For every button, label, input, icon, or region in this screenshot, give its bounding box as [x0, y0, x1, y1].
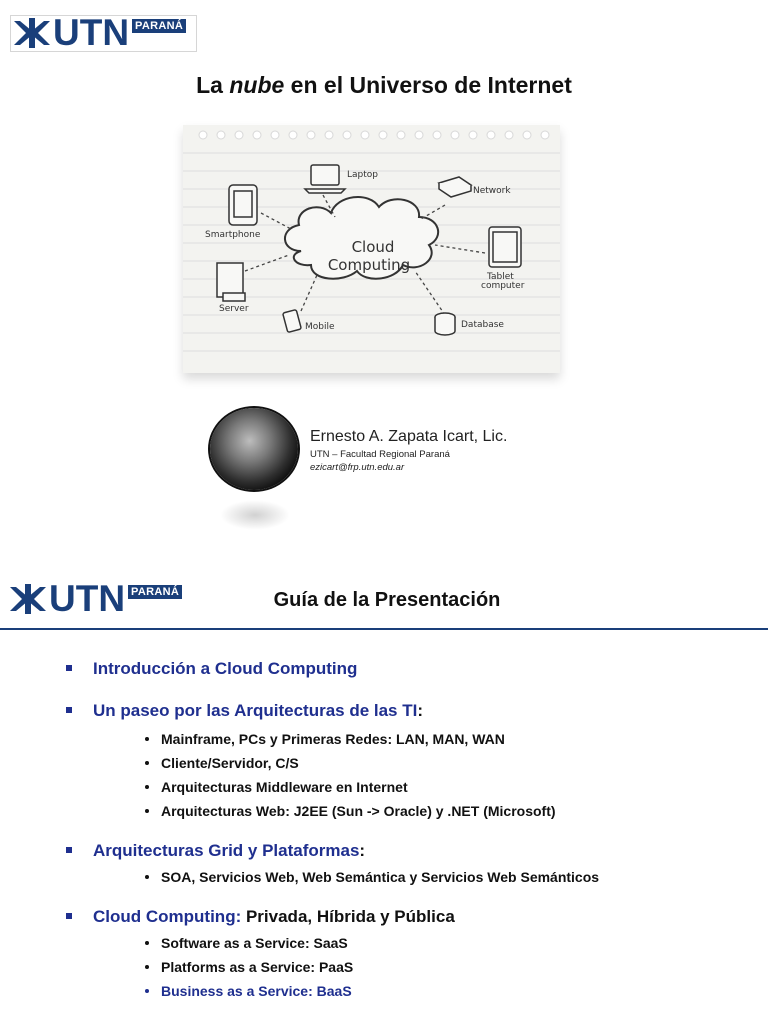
agenda-subitem: SOA, Servicios Web, Web Semántica y Servicios Web Semánticos	[0, 865, 768, 889]
parana-badge: PARANÁ	[132, 19, 186, 33]
tablet-icon	[489, 227, 521, 267]
cloud-label-1: Cloud	[351, 238, 395, 256]
agenda-slide	[0, 562, 768, 1024]
slide-title: Guía de la Presentación	[273, 589, 501, 611]
smartphone-label: Smartphone	[205, 230, 261, 240]
tablet-label-1: Tablet	[487, 272, 514, 282]
smartphone-icon	[229, 185, 257, 225]
server-label: Server	[219, 304, 249, 314]
agenda-subitem: Arquitecturas Middleware en Internet	[0, 775, 768, 799]
parana-badge: PARANÁ	[128, 585, 182, 599]
laptop-label: Laptop	[347, 170, 378, 180]
agenda-item: Cloud Computing: Privada, Híbrida y Pública	[0, 907, 768, 927]
database-icon	[435, 313, 455, 335]
agenda-subitem: Arquitecturas Web: J2EE (Sun -> Oracle) y .NET (Microsoft)	[0, 799, 768, 823]
agenda-item: Introducción a Cloud Computing	[0, 659, 768, 679]
author-email: ezicart@frp.utn.edu.ar	[310, 462, 405, 473]
utn-logo-text: UTN	[53, 12, 130, 53]
agenda-subitem: Mainframe, PCs y Primeras Redes: LAN, MAN, WAN	[0, 727, 768, 751]
mobile-icon	[283, 310, 302, 333]
network-icon	[439, 177, 471, 197]
agenda-subitem: Software as a Service: SaaS	[0, 931, 768, 955]
tablet-label-2: computer	[481, 281, 525, 291]
author-name: Ernesto A. Zapata Icart, Lic.	[310, 428, 508, 445]
network-label: Network	[473, 186, 511, 196]
utn-logo	[12, 12, 186, 53]
database-label: Database	[461, 320, 504, 330]
title-divider	[0, 628, 768, 630]
laptop-icon	[305, 165, 345, 193]
utn-logo-text: UTN	[49, 578, 126, 619]
author-org: UTN – Facultad Regional Paraná	[310, 449, 450, 460]
cloud-computing-diagram	[183, 125, 560, 373]
mobile-label: Mobile	[305, 322, 335, 332]
author-block	[0, 400, 768, 540]
agenda-subitem: Cliente/Servidor, C/S	[0, 751, 768, 775]
server-icon	[217, 263, 245, 301]
slide-title: La nube en el Universo de Internet	[196, 72, 572, 98]
author-photo	[210, 408, 298, 490]
agenda-subitem: Platforms as a Service: PaaS	[0, 955, 768, 979]
agenda-subitem: Business as a Service: BaaS	[0, 979, 768, 1003]
agenda-outline	[0, 654, 768, 1003]
agenda-item: Un paseo por las Arquitecturas de las TI:	[0, 701, 768, 721]
cloud-label-2: Computing	[327, 256, 411, 274]
agenda-item: Arquitecturas Grid y Plataformas:	[0, 841, 768, 861]
